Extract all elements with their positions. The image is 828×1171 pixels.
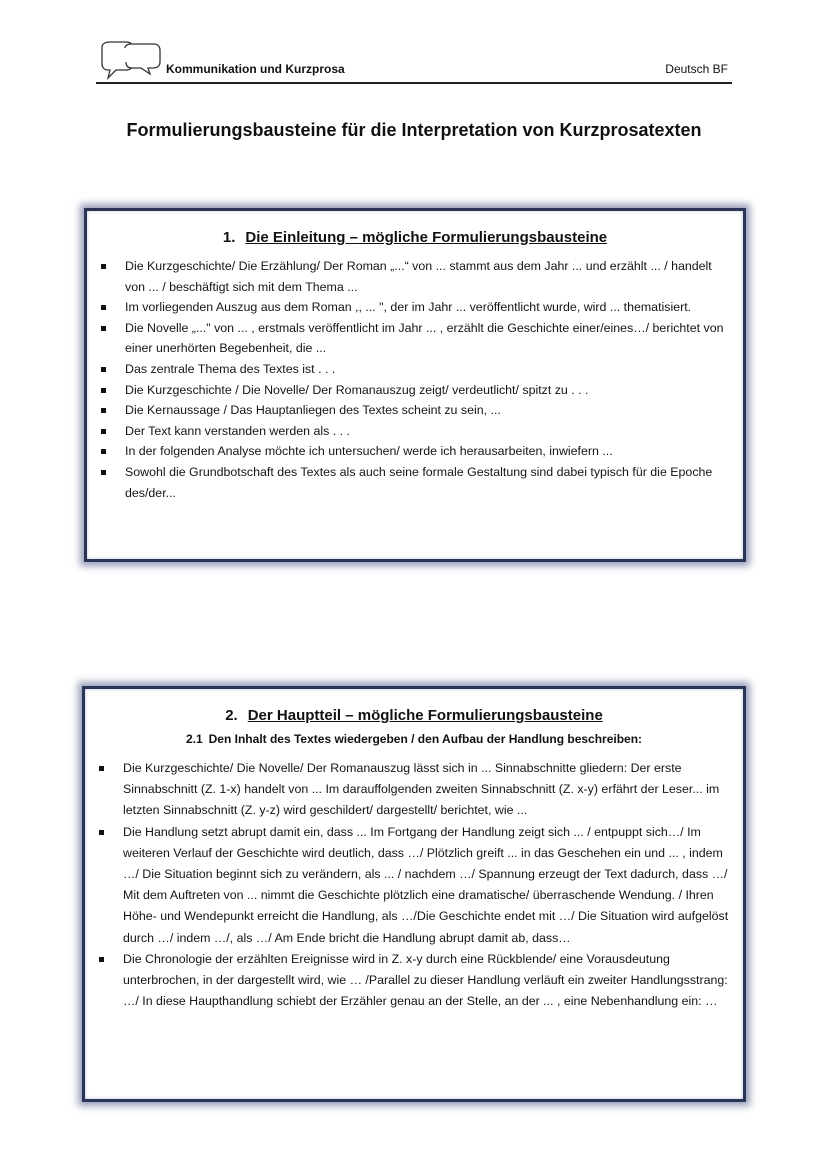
list-item: Im vorliegenden Auszug aus dem Roman ,, ... ", der im Jahr ... veröffentlicht wurde, wird ... thematisiert. [125, 297, 731, 318]
subsection-2-1-number: 2.1 [185, 732, 203, 746]
list-item: Das zentrale Thema des Textes ist . . . [125, 359, 731, 380]
speech-bubbles-icon [96, 40, 166, 82]
list-item: Die Handlung setzt abrupt damit ein, dass ... Im Fortgang der Handlung zeigt sich ... / entpuppt sich…/ Im weiteren Verlauf der Geschichte wird deutlich, dass …/ Plötzlich greift ... in das Geschehen ein und ... , indem …/ Die Situation beginnt sich zu verändern, als ... / nachdem …/ Spannung erzeugt der Text dadurch, dass …/ Mit dem Auftreten von ... nimmt die Geschichte plötzlich eine dramatische/ überraschende Wendung. / Ihren Höhe- und Wendepunkt erreicht die Handlung, als …/Die Geschichte endet mit …/ Die Situation wird aufgelöst durch …/ indem …/, als …/ Am Ende bricht die Handlung abrupt damit ab, dass… [123, 822, 731, 949]
page-title: Formulierungsbausteine für die Interpretation von Kurzprosatexten [126, 120, 702, 140]
header-course-title: Kommunikation und Kurzprosa [166, 62, 345, 76]
section-1-bullet-list [87, 256, 743, 503]
list-item: In der folgenden Analyse möchte ich untersuchen/ werde ich herausarbeiten, inwiefern ... [125, 441, 731, 462]
list-item: Die Kurzgeschichte / Die Novelle/ Der Romanauszug zeigt/ verdeutlicht/ spitzt zu . . . [125, 380, 731, 401]
subsection-2-1-title: Den Inhalt des Textes wiedergeben / den Aufbau der Handlung beschreiben: [208, 732, 643, 746]
list-item: Der Text kann verstanden werden als . . . [125, 421, 731, 442]
page-header [96, 40, 732, 84]
list-item: Die Kurzgeschichte/ Die Novelle/ Der Romanauszug lässt sich in ... Sinnabschnitte gliedern: Der erste Sinnabschnitt (Z. 1-x) handelt von ... Im darauffolgenden zweiten Sinnabschnitt (Z. x-y) erfährt der Leser... im letzten Sinnabschnitt (Z. y-z) wird geschildert/ dargestellt/ berichtet, wie ... [123, 758, 731, 822]
list-item: Sowohl die Grundbotschaft des Textes als auch seine formale Gestaltung sind dabei typisch für die Epoche des/der... [125, 462, 731, 503]
list-item: Die Chronologie der erzählten Ereignisse wird in Z. x-y durch eine Rückblende/ eine Vorausdeutung unterbrochen, in der dargestellt wird, wie … /Parallel zu dieser Handlung verläuft ein zweiter Handlungsstrang: …/ In diese Haupthandlung schiebt der Erzähler genau an der Stelle, an der ... , eine Nebenhandlung ein: … [123, 949, 731, 1013]
header-subject: Deutsch BF [665, 62, 728, 76]
list-item: Die Kernaussage / Das Hauptanliegen des Textes scheint zu sein, ... [125, 400, 731, 421]
section-1-number: 1. [222, 229, 236, 246]
section-2-bullet-list [85, 758, 743, 1012]
section-main-part-box [82, 686, 746, 1102]
section-1-heading [87, 229, 743, 246]
section-introduction-box [84, 208, 746, 562]
subsection-2-1-heading [85, 732, 743, 746]
list-item: Die Kurzgeschichte/ Die Erzählung/ Der Roman „...“ von ... stammt aus dem Jahr ... und erzählt ... / handelt von ... / beschäftigt sich mit dem Thema ... [125, 256, 731, 297]
section-2-heading [85, 707, 743, 724]
section-1-title: Die Einleitung – mögliche Formulierungsbausteine [245, 229, 608, 246]
section-2-number: 2. [225, 707, 238, 724]
section-2-title: Der Hauptteil – mögliche Formulierungsbausteine [247, 707, 603, 724]
list-item: Die Novelle „..." von ... , erstmals veröffentlicht im Jahr ... , erzählt die Geschichte einer/eines…/ berichtet von einer unerhörten Begebenheit, die ... [125, 318, 731, 359]
